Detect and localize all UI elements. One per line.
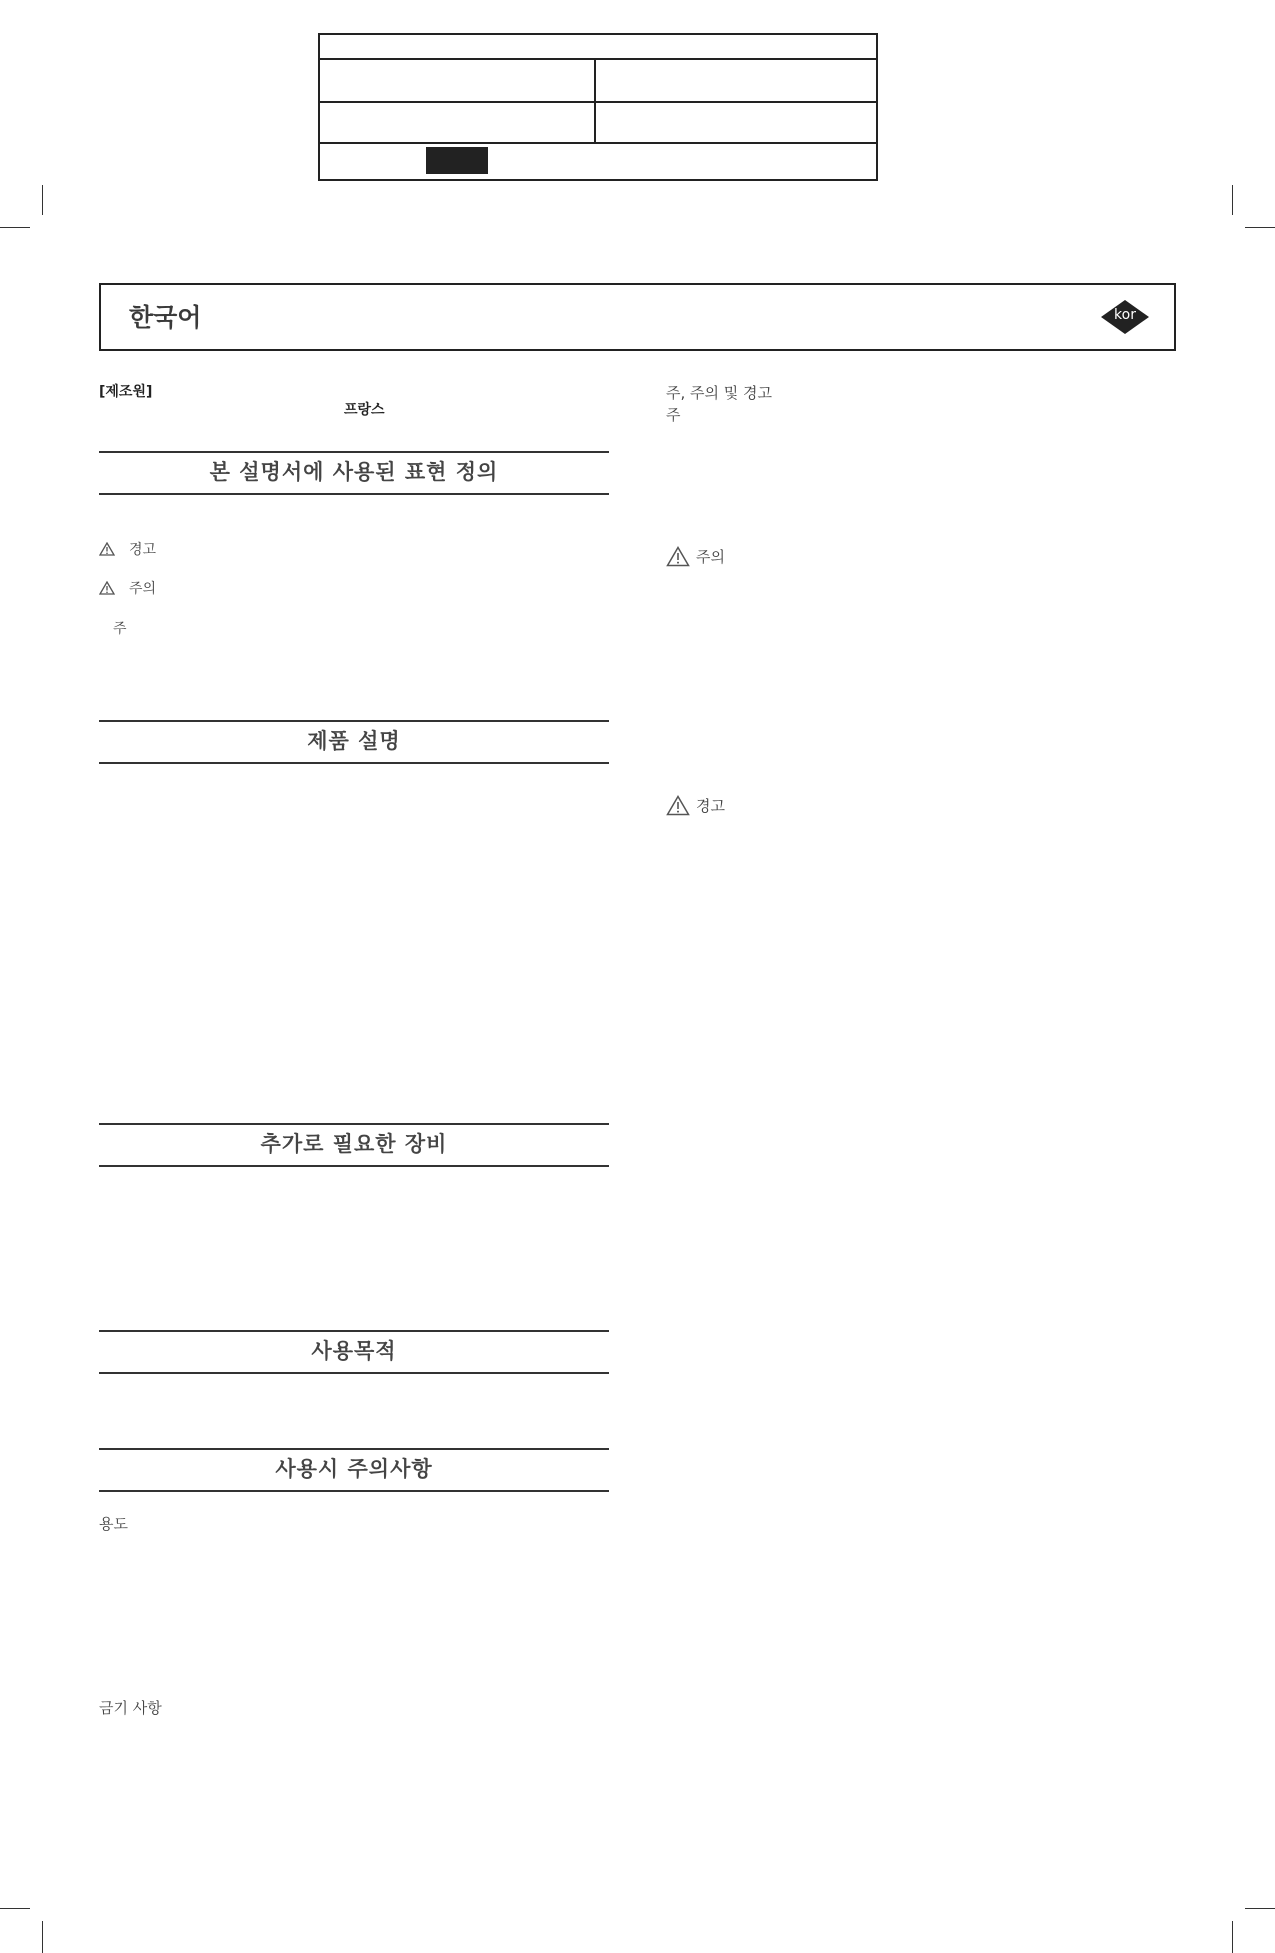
warning-triangle-icon bbox=[666, 795, 690, 816]
crop-mark bbox=[0, 227, 30, 228]
section-title: 추가로 필요한 장비 bbox=[260, 1132, 448, 1156]
section-title: 사용시 주의사항 bbox=[275, 1457, 433, 1481]
definition-warning-label: 경고 bbox=[129, 542, 157, 558]
warning-triangle-icon bbox=[99, 542, 115, 556]
manufacturer-label: [제조원] bbox=[99, 384, 153, 400]
info-table-row-3 bbox=[320, 103, 876, 144]
language-badge-label: kor bbox=[1114, 307, 1136, 323]
crop-mark bbox=[0, 1908, 30, 1909]
crop-mark bbox=[42, 185, 43, 215]
manufacturer-country: 프랑스 bbox=[344, 402, 385, 418]
info-table-divider bbox=[594, 60, 596, 101]
info-table-row-2 bbox=[320, 60, 876, 103]
section-header-precautions bbox=[99, 1448, 609, 1492]
section-title: 사용목적 bbox=[311, 1339, 397, 1363]
section-title: 제품 설명 bbox=[307, 729, 401, 753]
caution-triangle-icon bbox=[666, 546, 690, 567]
definition-caution bbox=[99, 578, 156, 598]
crop-mark bbox=[42, 1921, 43, 1953]
usage-label: 용도 bbox=[99, 1515, 128, 1533]
language-badge bbox=[1101, 300, 1149, 334]
info-table-divider bbox=[594, 103, 596, 142]
definition-note-label: 주 bbox=[113, 621, 127, 637]
right-warning bbox=[666, 795, 725, 816]
section-title: 본 설명서에 사용된 표현 정의 bbox=[209, 460, 499, 484]
crop-mark bbox=[1245, 1908, 1275, 1909]
info-table bbox=[318, 33, 878, 181]
crop-mark bbox=[1245, 227, 1275, 228]
section-header-definitions bbox=[99, 451, 609, 495]
right-warning-label: 경고 bbox=[696, 797, 725, 815]
right-note-label: 주 bbox=[666, 406, 681, 424]
info-table-row-1 bbox=[320, 35, 876, 60]
caution-triangle-icon bbox=[99, 581, 115, 595]
language-banner bbox=[99, 283, 1176, 351]
section-header-product-description bbox=[99, 720, 609, 764]
contraindications-label: 금기 사항 bbox=[99, 1699, 162, 1717]
redacted-box bbox=[426, 147, 488, 174]
language-title: 한국어 bbox=[129, 303, 202, 332]
section-header-additional-equipment bbox=[99, 1123, 609, 1167]
crop-mark bbox=[1232, 1921, 1233, 1953]
section-header-purpose bbox=[99, 1330, 609, 1374]
right-caution-label: 주의 bbox=[696, 548, 725, 566]
right-caution bbox=[666, 546, 725, 567]
right-heading: 주, 주의 및 경고 bbox=[666, 384, 773, 402]
definition-warning bbox=[99, 539, 156, 559]
definition-caution-label: 주의 bbox=[129, 581, 157, 597]
crop-mark bbox=[1232, 185, 1233, 215]
